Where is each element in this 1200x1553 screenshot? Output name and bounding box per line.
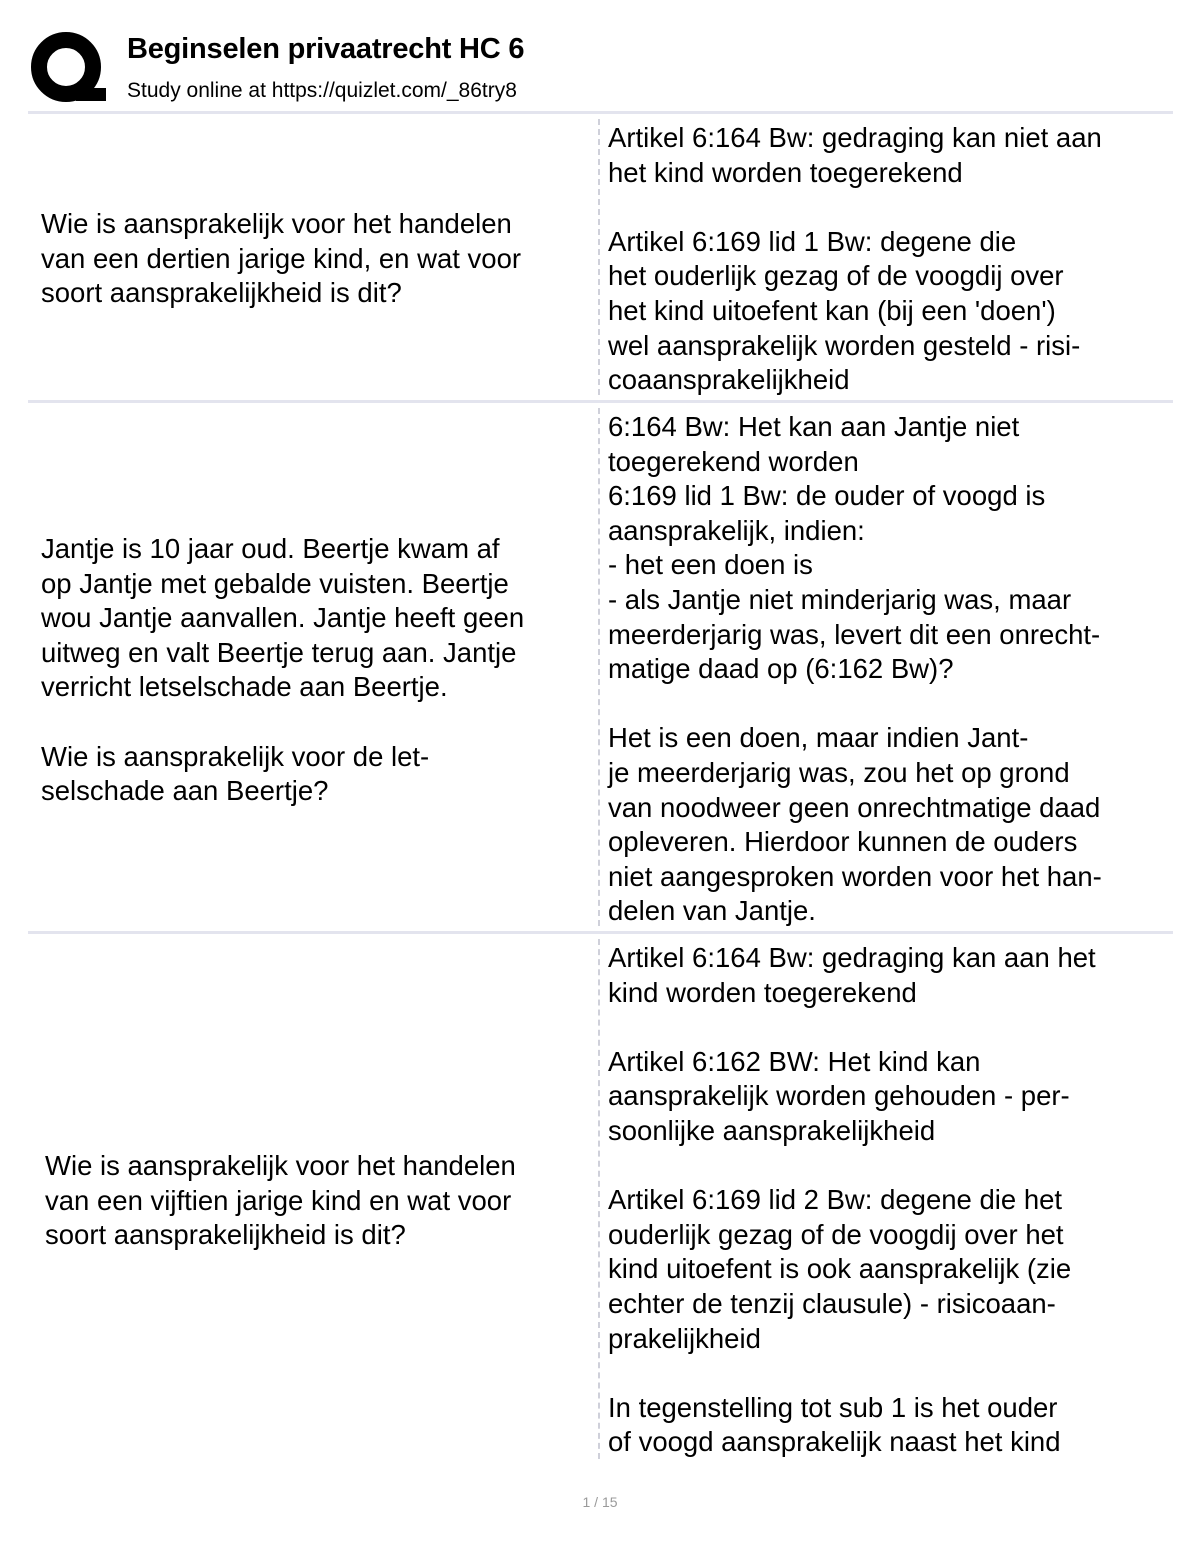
text-line: Artikel 6:164 Bw: gedraging kan niet aan bbox=[608, 122, 1102, 153]
card-definition bbox=[608, 410, 1102, 929]
text-line: selschade aan Beertje? bbox=[41, 775, 329, 807]
text-line: Artikel 6:169 lid 1 Bw: degene die bbox=[608, 225, 1017, 257]
card-definition bbox=[608, 121, 1102, 398]
document-subtitle: Study online at https://quizlet.com/_86try8 bbox=[127, 79, 517, 102]
card-term bbox=[41, 207, 521, 311]
card-definition bbox=[608, 941, 1096, 1460]
text-line: kind uitoefent is ook aansprakelijk (zie bbox=[608, 1253, 1072, 1285]
text-line: wou Jantje aanvallen. Jantje heeft geen bbox=[41, 602, 525, 634]
row-divider bbox=[28, 400, 1173, 403]
text-line: Wie is aansprakelijk voor het handelen bbox=[45, 1150, 516, 1181]
text-line bbox=[608, 1010, 1096, 1045]
text-line: 6:164 Bw: Het kan aan Jantje niet bbox=[608, 411, 1020, 442]
text-line: aansprakelijk, indien: bbox=[608, 514, 865, 546]
text-line: meerderjarig was, levert dit een onrecht- bbox=[608, 618, 1101, 650]
text-line: delen van Jantje. bbox=[608, 895, 816, 927]
text-line: matige daad op (6:162 Bw)? bbox=[608, 653, 954, 685]
text-line: van een vijftien jarige kind en wat voor bbox=[45, 1184, 512, 1216]
text-line: prakelijkheid bbox=[608, 1322, 761, 1354]
text-line bbox=[41, 705, 524, 740]
text-line: - als Jantje niet minderjarig was, maar bbox=[608, 583, 1072, 615]
text-line: Artikel 6:162 BW: Het kind kan bbox=[608, 1045, 981, 1077]
text-line: van een dertien jarige kind, en wat voor bbox=[41, 242, 522, 274]
text-line: Artikel 6:169 lid 2 Bw: degene die het bbox=[608, 1184, 1063, 1216]
text-line bbox=[608, 190, 1102, 225]
text-line: Artikel 6:164 Bw: gedraging kan aan het bbox=[608, 942, 1096, 973]
column-divider bbox=[598, 939, 600, 1459]
text-line: opleveren. Hierdoor kunnen de ouders bbox=[608, 826, 1078, 858]
text-line: Jantje is 10 jaar oud. Beertje kwam af bbox=[41, 533, 500, 564]
quizlet-logo-icon bbox=[30, 30, 106, 106]
text-line: toegerekend worden bbox=[608, 445, 859, 477]
text-line: wel aansprakelijk worden gesteld - risi- bbox=[608, 329, 1081, 361]
text-line: verricht letselschade aan Beertje. bbox=[41, 671, 448, 703]
row-divider bbox=[28, 931, 1173, 934]
text-line: echter de tenzij clausule) - risicoaan- bbox=[608, 1287, 1056, 1319]
text-line: uitweg en valt Beertje terug aan. Jantje bbox=[41, 636, 517, 668]
text-line: soort aansprakelijkheid is dit? bbox=[45, 1219, 406, 1251]
text-line: soonlijke aansprakelijkheid bbox=[608, 1114, 936, 1146]
text-line: coaansprakelijkheid bbox=[608, 364, 850, 396]
text-line bbox=[608, 1356, 1096, 1391]
text-line: het kind uitoefent kan (bij een 'doen') bbox=[608, 294, 1056, 326]
text-line: Wie is aansprakelijk voor de let- bbox=[41, 740, 430, 772]
text-line: aansprakelijk worden gehouden - per- bbox=[608, 1080, 1070, 1112]
text-line: kind worden toegerekend bbox=[608, 976, 917, 1008]
column-divider bbox=[598, 408, 600, 926]
page-indicator: 1 / 15 bbox=[582, 1494, 618, 1510]
text-line: het ouderlijk gezag of de voogdij over bbox=[608, 260, 1064, 292]
text-line bbox=[608, 687, 1102, 722]
row-divider bbox=[28, 111, 1173, 114]
document-title: Beginselen privaatrecht HC 6 bbox=[127, 33, 525, 65]
text-line: van noodweer geen onrechtmatige daad bbox=[608, 791, 1101, 823]
card-term bbox=[41, 532, 524, 809]
text-line: Het is een doen, maar indien Jant- bbox=[608, 722, 1029, 754]
text-line: niet aangesproken worden voor het han- bbox=[608, 860, 1102, 892]
text-line bbox=[608, 1149, 1096, 1184]
text-line: het kind worden toegerekend bbox=[608, 156, 963, 188]
text-line: 6:169 lid 1 Bw: de ouder of voogd is bbox=[608, 480, 1046, 512]
text-line: - het een doen is bbox=[608, 549, 813, 581]
text-line: In tegenstelling tot sub 1 is het ouder bbox=[608, 1391, 1058, 1423]
text-line: soort aansprakelijkheid is dit? bbox=[41, 277, 402, 309]
text-line: of voogd aansprakelijk naast het kind bbox=[608, 1426, 1061, 1458]
card-term bbox=[45, 1149, 516, 1253]
text-line: je meerderjarig was, zou het op grond bbox=[608, 756, 1070, 788]
text-line: Wie is aansprakelijk voor het handelen bbox=[41, 208, 512, 239]
column-divider bbox=[598, 119, 600, 395]
text-line: op Jantje met gebalde vuisten. Beertje bbox=[41, 567, 509, 599]
text-line: ouderlijk gezag of de voogdij over het bbox=[608, 1218, 1064, 1250]
